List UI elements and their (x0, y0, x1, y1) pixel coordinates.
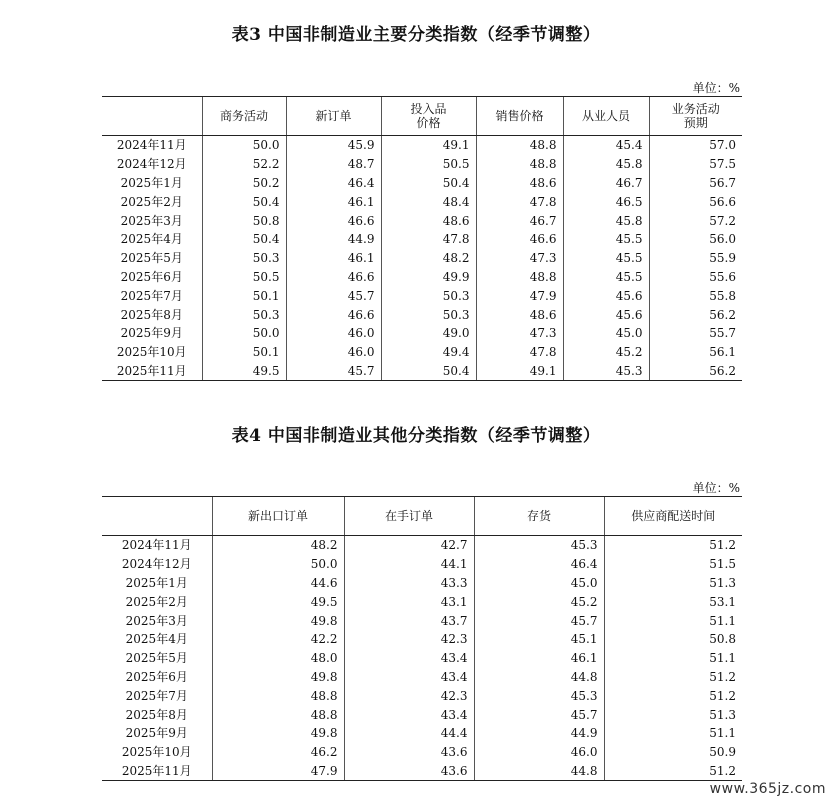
table-cell: 57.0 (649, 136, 742, 155)
table-cell: 43.1 (344, 592, 474, 611)
table-cell: 45.7 (474, 705, 604, 724)
table-cell: 50.0 (212, 555, 344, 574)
table-cell: 43.6 (344, 743, 474, 762)
table-cell: 46.6 (476, 230, 563, 249)
table-cell: 45.8 (563, 211, 649, 230)
table-row (102, 762, 742, 781)
table-row (102, 668, 742, 687)
table-cell: 48.8 (476, 268, 563, 287)
table-cell: 47.9 (212, 762, 344, 781)
table-cell: 45.3 (563, 362, 649, 381)
table-cell: 49.8 (212, 724, 344, 743)
row-label: 2025年8月 (120, 307, 183, 322)
table-cell: 45.5 (563, 249, 649, 268)
table4-header-cell: 供应商配送时间 (604, 497, 742, 536)
table-cell: 45.0 (474, 574, 604, 593)
table-cell: 44.8 (474, 762, 604, 781)
row-label: 2025年8月 (125, 707, 188, 722)
table-cell: 45.0 (563, 324, 649, 343)
table3-body (102, 136, 742, 381)
table-cell: 46.5 (563, 192, 649, 211)
table-cell: 44.9 (286, 230, 381, 249)
table-cell: 50.0 (202, 136, 286, 155)
table-cell: 45.7 (474, 611, 604, 630)
row-label: 2025年3月 (125, 613, 188, 628)
row-label: 2025年9月 (125, 726, 188, 741)
table-row (102, 305, 742, 324)
table-cell: 45.3 (474, 686, 604, 705)
table-cell: 45.8 (563, 155, 649, 174)
table-cell: 44.9 (474, 724, 604, 743)
table-cell: 51.2 (604, 686, 742, 705)
table-row (102, 705, 742, 724)
table-cell: 49.0 (381, 324, 476, 343)
table-cell: 45.7 (286, 286, 381, 305)
table-cell: 51.3 (604, 705, 742, 724)
table-cell: 49.4 (381, 343, 476, 362)
table-row (102, 536, 742, 555)
table-cell: 50.8 (202, 211, 286, 230)
table-cell: 49.8 (212, 668, 344, 687)
table-row (102, 249, 742, 268)
row-label: 2025年7月 (125, 688, 188, 703)
table-cell: 45.5 (563, 230, 649, 249)
table-cell: 43.7 (344, 611, 474, 630)
table-cell: 45.2 (474, 592, 604, 611)
row-label: 2024年12月 (121, 557, 192, 572)
table3-header-corner (102, 97, 202, 136)
table-cell: 50.1 (202, 343, 286, 362)
table-cell: 48.2 (212, 536, 344, 555)
table-cell: 46.0 (474, 743, 604, 762)
table-cell: 51.1 (604, 724, 742, 743)
table-cell: 49.8 (212, 611, 344, 630)
row-label: 2025年5月 (125, 651, 188, 666)
table-cell: 51.1 (604, 611, 742, 630)
table-cell: 53.1 (604, 592, 742, 611)
table3-header-cell: 从业人员 (563, 97, 649, 136)
table-row (102, 343, 742, 362)
table-row (102, 574, 742, 593)
table-cell: 56.2 (649, 305, 742, 324)
table-cell: 47.8 (476, 343, 563, 362)
table-cell: 46.1 (286, 249, 381, 268)
table-cell: 55.6 (649, 268, 742, 287)
table-cell: 46.7 (563, 174, 649, 193)
table-row (102, 724, 742, 743)
table-cell: 50.4 (202, 192, 286, 211)
table3-title: 表3 中国非制造业主要分类指数（经季节调整） (231, 25, 601, 45)
table-cell: 42.7 (344, 536, 474, 555)
row-label: 2025年4月 (120, 232, 183, 247)
table-cell: 48.2 (381, 249, 476, 268)
table-cell: 49.9 (381, 268, 476, 287)
row-label: 2025年7月 (120, 288, 183, 303)
table-cell: 55.9 (649, 249, 742, 268)
table-row (102, 324, 742, 343)
table-cell: 46.6 (286, 211, 381, 230)
table-cell: 48.0 (212, 649, 344, 668)
table-cell: 48.6 (381, 211, 476, 230)
table-cell: 50.0 (202, 324, 286, 343)
table-cell: 48.8 (476, 136, 563, 155)
table4 (102, 496, 742, 781)
table4-header-row (102, 497, 742, 536)
table3-header-cell: 新订单 (286, 97, 381, 136)
table-cell: 47.3 (476, 249, 563, 268)
table-cell: 50.3 (381, 305, 476, 324)
table-row (102, 362, 742, 381)
table3-unit-label: 单位：% (692, 81, 740, 95)
table-cell: 50.3 (202, 249, 286, 268)
table-cell: 56.6 (649, 192, 742, 211)
row-label: 2025年6月 (120, 269, 183, 284)
table-cell: 43.6 (344, 762, 474, 781)
row-label: 2025年10月 (116, 345, 187, 360)
table-cell: 43.4 (344, 668, 474, 687)
table3-header-cell: 销售价格 (476, 97, 563, 136)
table-cell: 45.6 (563, 286, 649, 305)
table-cell: 57.2 (649, 211, 742, 230)
row-label: 2024年12月 (116, 157, 187, 172)
table-row (102, 592, 742, 611)
table3-header-cell: 投入品 价格 (381, 97, 476, 136)
table4-header-corner (102, 497, 212, 536)
table-cell: 51.1 (604, 649, 742, 668)
table3-header-cell: 商务活动 (202, 97, 286, 136)
table-cell: 46.1 (286, 192, 381, 211)
table-cell: 51.2 (604, 762, 742, 781)
watermark-text: www.365jz.com (709, 781, 826, 797)
table-row (102, 630, 742, 649)
table4-header-cell: 新出口订单 (212, 497, 344, 536)
table-cell: 46.0 (286, 343, 381, 362)
table-cell: 44.4 (344, 724, 474, 743)
table-cell: 45.2 (563, 343, 649, 362)
table-cell: 50.5 (202, 268, 286, 287)
table4-title: 表4 中国非制造业其他分类指数（经季节调整） (231, 426, 601, 446)
table-cell: 42.2 (212, 630, 344, 649)
table-cell: 47.8 (476, 192, 563, 211)
table4-body (102, 536, 742, 781)
table-row (102, 555, 742, 574)
table-cell: 50.9 (604, 743, 742, 762)
table-cell: 45.5 (563, 268, 649, 287)
table-cell: 46.2 (212, 743, 344, 762)
table-cell: 50.3 (381, 286, 476, 305)
table-cell: 48.8 (476, 155, 563, 174)
row-label: 2024年11月 (121, 538, 192, 553)
table-cell: 43.4 (344, 649, 474, 668)
table-cell: 46.6 (286, 305, 381, 324)
table-cell: 45.1 (474, 630, 604, 649)
row-label: 2025年6月 (125, 669, 188, 684)
row-label: 2025年3月 (120, 213, 183, 228)
table-cell: 42.3 (344, 686, 474, 705)
table-cell: 50.8 (604, 630, 742, 649)
table-cell: 45.9 (286, 136, 381, 155)
table-cell: 46.7 (476, 211, 563, 230)
table-cell: 56.0 (649, 230, 742, 249)
table-cell: 56.2 (649, 362, 742, 381)
table-row (102, 211, 742, 230)
row-label: 2025年11月 (102, 362, 202, 381)
table-cell: 47.9 (476, 286, 563, 305)
table-row (102, 649, 742, 668)
row-label: 2025年5月 (120, 251, 183, 266)
table-cell: 42.3 (344, 630, 474, 649)
table-row (102, 230, 742, 249)
table-row (102, 743, 742, 762)
table-cell: 43.4 (344, 705, 474, 724)
table-cell: 48.4 (381, 192, 476, 211)
table-row (102, 192, 742, 211)
table-cell: 49.5 (212, 592, 344, 611)
row-label: 2025年11月 (102, 762, 212, 781)
row-label: 2025年10月 (121, 745, 192, 760)
row-label: 2025年1月 (125, 575, 188, 590)
table-row (102, 136, 742, 155)
table3-header-cell: 业务活动 预期 (649, 97, 742, 136)
table4-unit-label: 单位：% (692, 481, 740, 495)
table-cell: 49.1 (476, 362, 563, 381)
table-cell: 51.3 (604, 574, 742, 593)
table-cell: 43.3 (344, 574, 474, 593)
table-cell: 50.3 (202, 305, 286, 324)
table-cell: 51.5 (604, 555, 742, 574)
table3-header-row (102, 97, 742, 136)
table-cell: 46.4 (474, 555, 604, 574)
table-cell: 50.4 (381, 362, 476, 381)
table-cell: 48.7 (286, 155, 381, 174)
table-cell: 49.5 (202, 362, 286, 381)
table-cell: 57.5 (649, 155, 742, 174)
table-cell: 46.4 (286, 174, 381, 193)
table-cell: 55.7 (649, 324, 742, 343)
table-row (102, 286, 742, 305)
row-label: 2024年11月 (116, 138, 187, 153)
table-cell: 44.8 (474, 668, 604, 687)
table-cell: 50.4 (381, 174, 476, 193)
table-cell: 48.6 (476, 305, 563, 324)
table4-header-cell: 存货 (474, 497, 604, 536)
table-cell: 45.7 (286, 362, 381, 381)
table-cell: 45.6 (563, 305, 649, 324)
table-row (102, 155, 742, 174)
row-label: 2025年2月 (125, 594, 188, 609)
table-cell: 56.1 (649, 343, 742, 362)
table-row (102, 174, 742, 193)
row-label: 2025年9月 (120, 326, 183, 341)
table-cell: 50.2 (202, 174, 286, 193)
table-cell: 50.4 (202, 230, 286, 249)
table-cell: 47.3 (476, 324, 563, 343)
table-cell: 46.6 (286, 268, 381, 287)
table-cell: 49.1 (381, 136, 476, 155)
table-cell: 46.1 (474, 649, 604, 668)
table-cell: 52.2 (202, 155, 286, 174)
table-row (102, 611, 742, 630)
table-cell: 48.8 (212, 686, 344, 705)
table-row (102, 268, 742, 287)
table-cell: 48.6 (476, 174, 563, 193)
row-label: 2025年4月 (125, 632, 188, 647)
table4-header-cell: 在手订单 (344, 497, 474, 536)
table-cell: 51.2 (604, 668, 742, 687)
table-cell: 47.8 (381, 230, 476, 249)
table-cell: 44.6 (212, 574, 344, 593)
row-label: 2025年1月 (120, 175, 183, 190)
table-cell: 51.2 (604, 536, 742, 555)
table-cell: 46.0 (286, 324, 381, 343)
table-cell: 55.8 (649, 286, 742, 305)
table-cell: 50.5 (381, 155, 476, 174)
row-label: 2025年2月 (120, 194, 183, 209)
table-cell: 50.1 (202, 286, 286, 305)
table-cell: 56.7 (649, 174, 742, 193)
table-cell: 44.1 (344, 555, 474, 574)
table-cell: 48.8 (212, 705, 344, 724)
table-row (102, 686, 742, 705)
table-cell: 45.4 (563, 136, 649, 155)
table-cell: 45.3 (474, 536, 604, 555)
table3 (102, 96, 742, 381)
